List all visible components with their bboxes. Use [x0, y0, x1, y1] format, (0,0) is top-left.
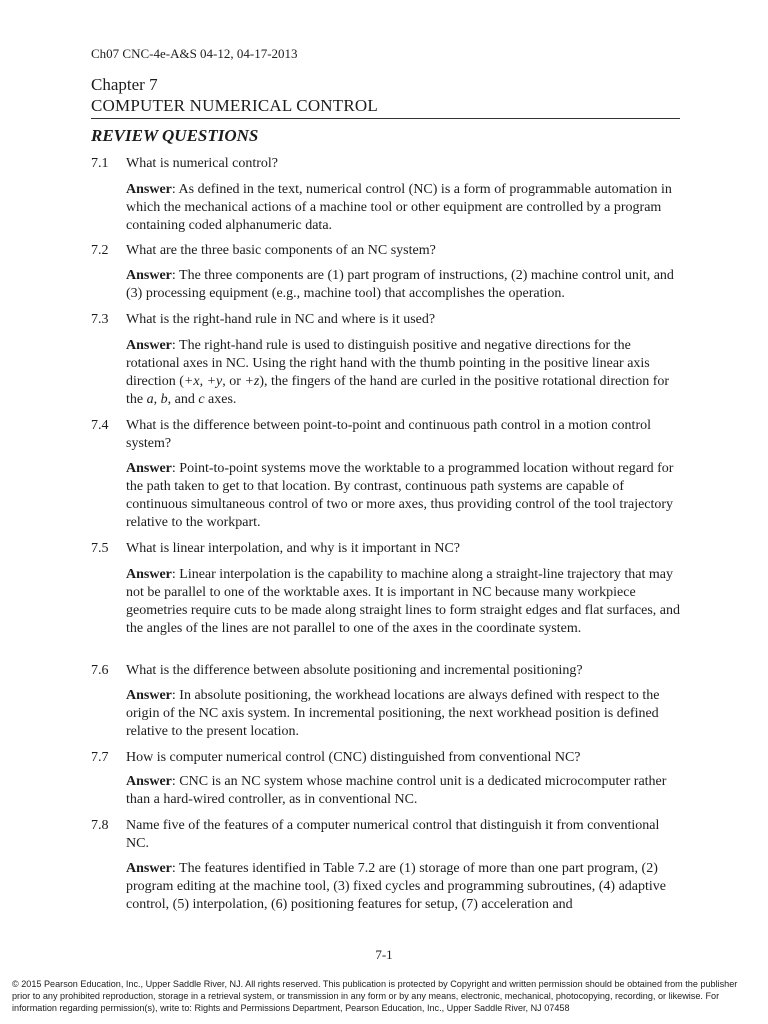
answer-text: : The three components are (1) part program of instructions, (2) machine control unit, and (3) processing equipment (e.g., machine tool) that accomplishes the operation. [126, 268, 674, 301]
chapter-number: Chapter 7 [91, 75, 158, 94]
question-number: 7.2 [91, 243, 109, 258]
question-text: What is the right-hand rule in NC and where is it used? [126, 312, 436, 327]
answer-text: : The right-hand rule is used to distinguish positive and negative directions for the rotational axes in NC. Using the right hand with the thumb pointing in the positive linear axis direction ( [126, 338, 650, 389]
answer-label: Answer [126, 567, 172, 582]
chapter-title: COMPUTER NUMERICAL CONTROL [91, 96, 378, 115]
question-text: Name five of the features of a computer numerical control that distinguish it from conventional NC. [126, 818, 660, 851]
answer-label: Answer [126, 688, 172, 703]
copyright-notice: © 2015 Pearson Education, Inc., Upper Saddle River, NJ. All rights reserved. This publication is protected by Copyright and written permission should be obtained from the publisher prior to any prohibited reproduction, storage in a retrieval system, or transmission in any form or by any means, electronic, mechanical, photocopying, recording, or likewise. For information regarding permission(s), write to: Rights and Permissions Department, Pearson Education, Inc., Upper Saddle River, NJ 07458 [12, 979, 738, 1013]
question-number: 7.8 [91, 818, 109, 833]
page-number: 7-1 [375, 947, 393, 962]
answer-block [126, 337, 682, 409]
axis-symbol: +y [206, 374, 223, 389]
answer-label: Answer [126, 774, 172, 789]
question-text: What is numerical control? [126, 156, 278, 171]
answer-label: Answer [126, 268, 172, 283]
document-header-code: Ch07 CNC-4e-A&S 04-12, 04-17-2013 [91, 46, 298, 61]
answer-text: , and [167, 392, 199, 407]
answer-block [126, 181, 682, 235]
answer-block [126, 267, 682, 303]
header-divider [91, 118, 680, 119]
answer-text: , [153, 392, 161, 407]
question-text: What is the difference between point-to-point and continuous path control in a motion control system? [126, 418, 651, 451]
question-number: 7.1 [91, 156, 109, 171]
answer-block [126, 566, 682, 638]
axis-symbol: c [198, 392, 205, 407]
answer-text: : Point-to-point systems move the worktable to a programmed location without regard for the path taken to get to that location. By contrast, continuous path systems are capable of continuous simultaneous control of two or more axes, thus providing control of the tool trajectory relative to the workpart. [126, 461, 674, 530]
answer-text: : The features identified in Table 7.2 are (1) storage of more than one part program, (2) program editing at the machine tool, (3) fixed cycles and programming subroutines, (4) adaptive control, (5) interpolation, (6) positioning features for setup, (7) acceleration and [126, 861, 667, 912]
answer-text: , [199, 374, 207, 389]
answer-block [126, 860, 682, 914]
question-number: 7.7 [91, 750, 109, 765]
axis-symbol: +z [244, 374, 260, 389]
answer-label: Answer [126, 338, 172, 353]
answer-text: : Linear interpolation is the capability to machine along a straight-line trajectory that may not be parallel to one of the worktable axes. It is important in NC because many workpiece geometries require cuts to be made along straight lines to form straight edges and flat surfaces, and the angles of the lines are not parallel to one of the axes in the coordinate system. [126, 567, 680, 636]
section-title: REVIEW QUESTIONS [91, 126, 259, 145]
answer-block [126, 687, 682, 741]
answer-text: : CNC is an NC system whose machine control unit is a dedicated microcomputer rather than a hard-wired controller, as in conventional NC. [126, 774, 667, 807]
answer-text: : In absolute positioning, the workhead locations are always defined with respect to the origin of the NC axis system. In incremental positioning, the next workhead position is defined relative to the present location. [126, 688, 660, 739]
answer-text: : As defined in the text, numerical control (NC) is a form of programmable automation in which the mechanical actions of a machine tool or other equipment are controlled by a program containing coded alphanumeric data. [126, 182, 672, 233]
answer-label: Answer [126, 461, 172, 476]
question-number: 7.5 [91, 541, 109, 556]
answer-label: Answer [126, 861, 172, 876]
question-number: 7.6 [91, 663, 109, 678]
axis-symbol: a [146, 392, 154, 407]
axis-symbol: +x [183, 374, 200, 389]
axis-symbol: b [160, 392, 168, 407]
question-text: How is computer numerical control (CNC) distinguished from conventional NC? [126, 750, 581, 765]
answer-text: , or [222, 374, 245, 389]
question-text: What are the three basic components of an NC system? [126, 243, 436, 258]
question-text: What is linear interpolation, and why is it important in NC? [126, 541, 460, 556]
question-text: What is the difference between absolute positioning and incremental positioning? [126, 663, 583, 678]
answer-block [126, 460, 682, 532]
answer-text: axes. [204, 392, 237, 407]
question-number: 7.4 [91, 418, 109, 433]
question-number: 7.3 [91, 312, 109, 327]
answer-label: Answer [126, 182, 172, 197]
answer-block [126, 773, 682, 809]
answer-text: ), the fingers of the hand are curled in the positive rotational direction for the [126, 374, 670, 407]
